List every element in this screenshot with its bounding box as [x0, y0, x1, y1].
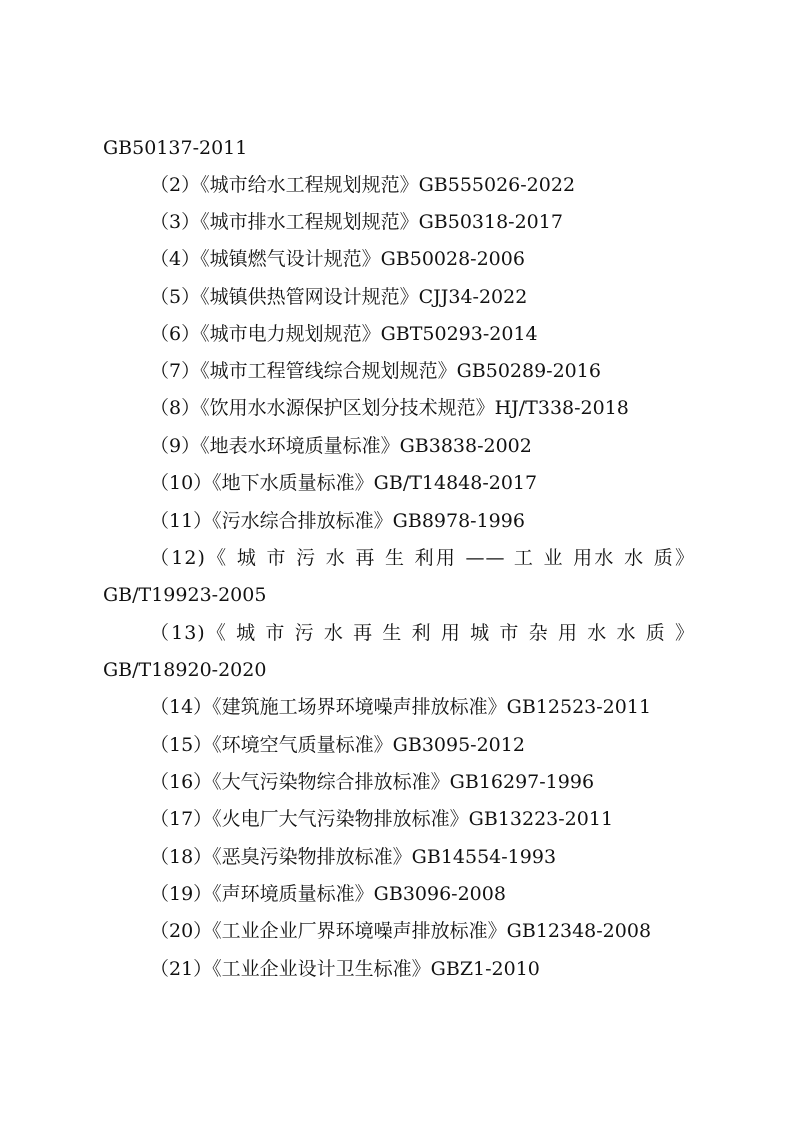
list-item: （16）《大气污染物综合排放标准》GB16297-1996	[150, 771, 595, 793]
list-item: （7）《城市工程管线综合规划规范》GB50289-2016	[150, 360, 601, 382]
list-item: （11）《污水综合排放标准》GB8978-1996	[150, 510, 525, 532]
text-line-continuation: GB50137-2011	[103, 137, 248, 159]
list-item: （5）《城镇供热管网设计规范》CJJ34-2022	[150, 286, 528, 308]
list-item: （9）《地表水环境质量标准》GB3838-2002	[150, 435, 532, 457]
list-item-justified: （13)《 城 市 污 水 再 生 利 用 城 市 杂 用 水 水 质 》	[150, 622, 695, 644]
list-item: （20）《工业企业厂界环境噪声排放标准》GB12348-2008	[150, 920, 652, 942]
list-item: （6）《城市电力规划规范》GBT50293-2014	[150, 323, 538, 345]
list-item: （21）《工业企业设计卫生标准》GBZ1-2010	[150, 958, 540, 980]
text-line-continuation: GB/T18920-2020	[103, 659, 267, 681]
list-item: （10）《地下水质量标准》GB/T14848-2017	[150, 472, 538, 494]
list-item: （2）《城市给水工程规划规范》GB555026-2022	[150, 174, 576, 196]
list-item: （17）《火电厂大气污染物排放标准》GB13223-2011	[150, 808, 614, 830]
list-item: （19）《声环境质量标准》GB3096-2008	[150, 883, 506, 905]
list-item: （3）《城市排水工程规划规范》GB50318-2017	[150, 211, 563, 233]
list-item: （15）《环境空气质量标准》GB3095-2012	[150, 734, 525, 756]
list-item: （18）《恶臭污染物排放标准》GB14554-1993	[150, 846, 557, 868]
list-item: （8）《饮用水水源保护区划分技术规范》HJ/T338-2018	[150, 397, 629, 419]
text-line-continuation: GB/T19923-2005	[103, 584, 267, 606]
list-item-justified: （12)《 城 市 污 水 再 生 利用 —— 工 业 用水 水 质》	[150, 547, 695, 569]
list-item: （4）《城镇燃气设计规范》GB50028-2006	[150, 248, 525, 270]
list-item: （14）《建筑施工场界环境噪声排放标准》GB12523-2011	[150, 696, 652, 718]
